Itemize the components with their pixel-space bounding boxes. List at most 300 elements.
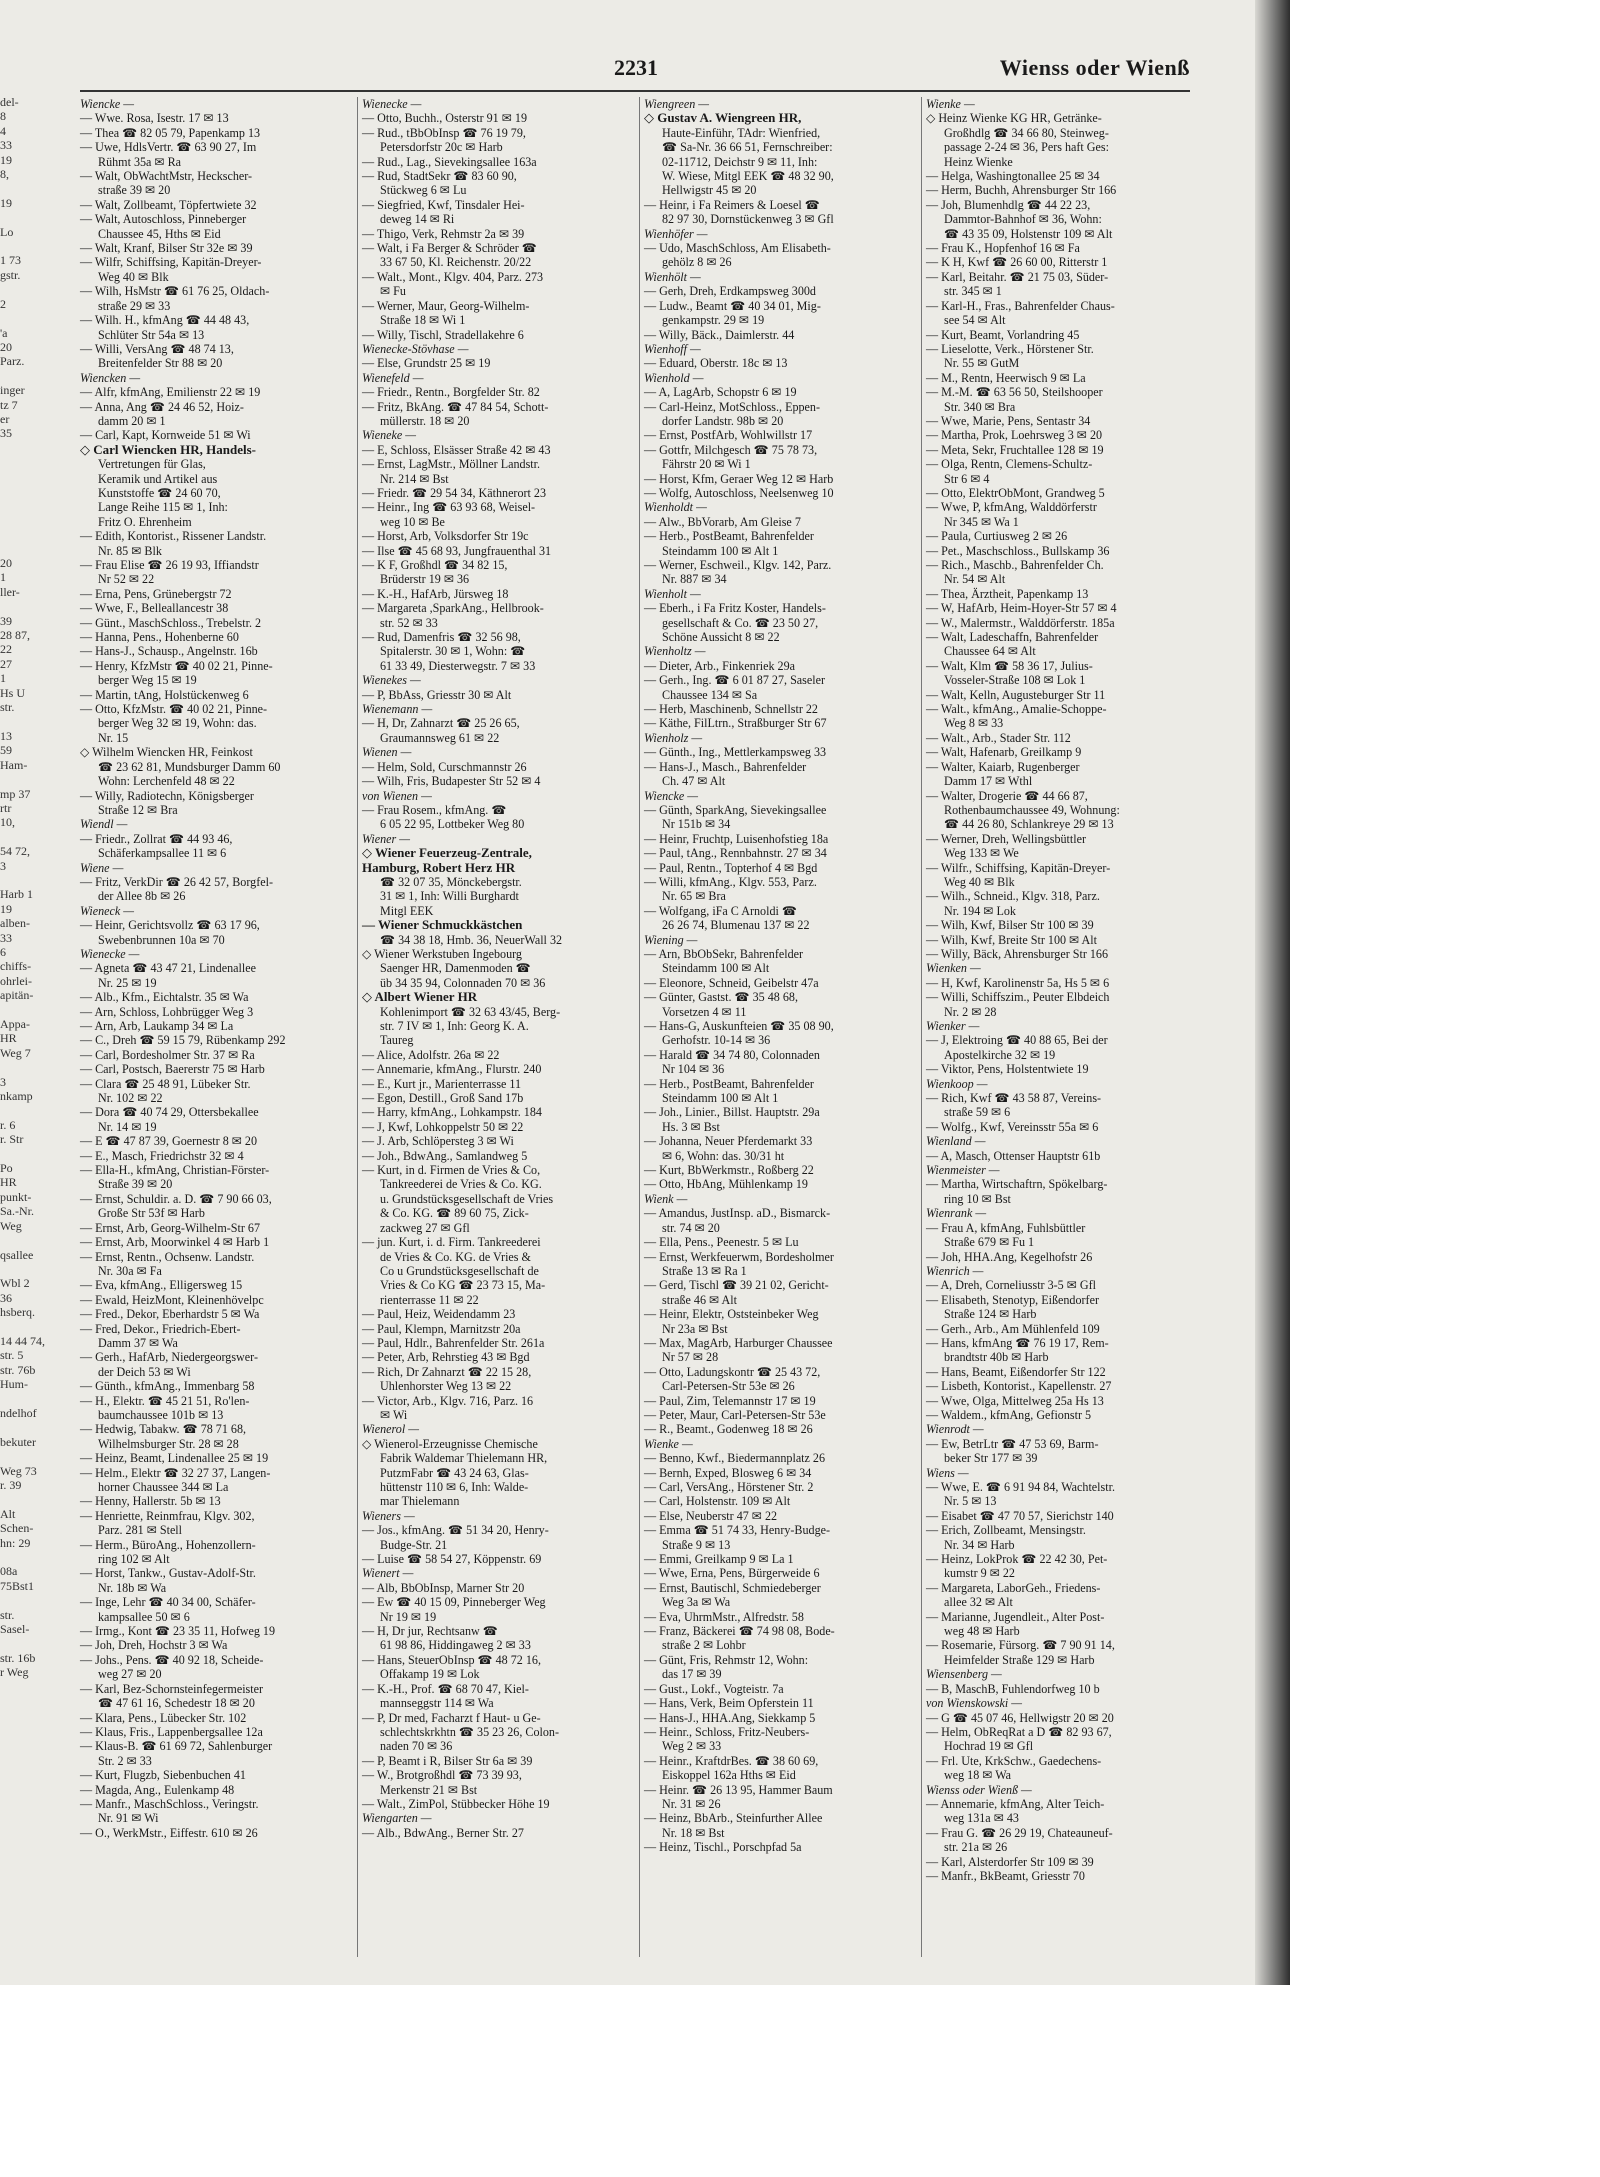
directory-entry: — Luise ☎ 58 54 27, Köppenstr. 69 xyxy=(362,1552,542,1567)
directory-entry: Nr. 18 ✉ Bst xyxy=(662,1825,725,1840)
directory-entry: Nr. 214 ✉ Bst xyxy=(380,471,449,486)
previous-page-fragment xyxy=(0,873,36,887)
directory-entry: — Johs., Pens. ☎ 40 92 18, Scheide- xyxy=(80,1652,264,1667)
directory-entry: Nr. 34 ✉ Harb xyxy=(944,1537,1015,1552)
directory-entry: — Wolfg, Autoschloss, Neelsenweg 10 xyxy=(644,485,834,500)
surname-heading: Wiengreen — xyxy=(644,97,710,111)
directory-entry: — Rosemarie, Fürsorg. ☎ 7 90 91 14, xyxy=(926,1638,1115,1653)
directory-entry: — Carl, Kapt, Kornweide 51 ✉ Wi xyxy=(80,428,251,443)
directory-entry: see 54 ✉ Alt xyxy=(944,313,1006,328)
directory-entry: — Karl-H., Fras., Bahrenfelder Chaus- xyxy=(926,298,1115,313)
directory-entry: — Paul, tAng., Rennbahnstr. 27 ✉ 34 xyxy=(644,846,827,861)
directory-entry: — Hans, kfmAng ☎ 76 19 17, Rem- xyxy=(926,1335,1109,1350)
previous-page-fragment: Hum- xyxy=(0,1377,28,1392)
directory-entry: — Wwe, Marie, Pens, Sentastr 34 xyxy=(926,413,1091,428)
previous-page-fragment: 'a xyxy=(0,325,8,340)
directory-entry: berger Weg 15 ✉ 19 xyxy=(98,673,197,688)
directory-entry: baumchaussee 101b ✉ 13 xyxy=(98,1407,224,1422)
directory-entry: — Annemarie, kfmAng., Flurstr. 240 xyxy=(362,1062,542,1077)
directory-entry: — B, MaschB, Fuhlendorfweg 10 b xyxy=(926,1681,1100,1696)
directory-entry: — Wilh, Kwf, Bilser Str 100 ✉ 39 xyxy=(926,918,1094,933)
directory-entry: ☎ Sa-Nr. 36 66 51, Fernschreiber: xyxy=(662,140,833,155)
directory-entry: — Hans-G, Auskunfteien ☎ 35 08 90, xyxy=(644,1019,834,1033)
surname-heading: von Wienskowski — xyxy=(926,1696,1023,1711)
directory-entry: — P, Dr med, Facharzt f Haut- u Ge- xyxy=(362,1710,541,1725)
directory-entry: — Amandus, JustInsp. aD., Bismarck- xyxy=(644,1206,831,1221)
previous-page-fragment: 54 72, xyxy=(0,844,30,859)
surname-heading: Wienss oder Wienß — xyxy=(926,1782,1032,1797)
previous-page-fragment: str. xyxy=(0,700,15,715)
directory-entry: — Alfr, kfmAng, Emilienstr 22 ✉ 19 xyxy=(80,385,261,400)
directory-entry: — Horst, Arb, Volksdorfer Str 19c xyxy=(362,529,529,544)
directory-entry: — Horst, Kfm, Geraer Weg 12 ✉ Harb xyxy=(644,471,834,486)
directory-entry: — Günth., Ing., Mettlerkampsweg 33 xyxy=(644,745,827,760)
directory-entry: Nr. 887 ✉ 34 xyxy=(662,572,727,587)
surname-heading: Wienke — xyxy=(926,97,975,111)
directory-entry: — Udo, MaschSchloss, Am Elisabeth- xyxy=(644,241,831,256)
directory-entry: — P, BbAss, Griesstr 30 ✉ Alt xyxy=(362,687,512,702)
directory-entry: Fritz O. Ehrenheim xyxy=(98,514,192,529)
page-header xyxy=(40,55,1190,95)
directory-entry: Graumannsweg 61 ✉ 22 xyxy=(380,730,500,745)
previous-page-fragment: str. xyxy=(0,1607,15,1622)
previous-page-fragment: 27 xyxy=(0,656,12,671)
directory-entry: Straße 13 ✉ Ra 1 xyxy=(662,1263,747,1278)
surname-heading: Wienhoff — xyxy=(644,341,701,356)
directory-entry: Ch. 47 ✉ Alt xyxy=(662,774,726,789)
directory-entry: — Heinz, LokProk ☎ 22 42 30, Pet- xyxy=(926,1552,1108,1567)
directory-entry: — Willi, VersAng ☎ 48 74 13, xyxy=(80,341,234,356)
directory-entry: deweg 14 ✉ Ri xyxy=(380,212,455,227)
directory-entry: — Klara, Pens., Lübecker Str. 102 xyxy=(80,1710,247,1725)
directory-entry: — E., Masch, Friedrichstr 32 ✉ 4 xyxy=(80,1148,244,1163)
directory-entry: — Ernst, Arb, Georg-Wilhelm-Str 67 xyxy=(80,1220,261,1235)
directory-entry: Nr 23a ✉ Bst xyxy=(662,1321,728,1336)
directory-entry: Eiskoppel 162a Hths ✉ Eid xyxy=(662,1768,796,1783)
directory-entry: Nr. 15 xyxy=(98,730,129,745)
previous-page-fragment: ller- xyxy=(0,584,20,599)
previous-page-fragment: 75Bst1 xyxy=(0,1578,35,1593)
directory-entry: — Wilh., Schneid., Klgv. 318, Parz. xyxy=(926,889,1100,904)
previous-page-fragment xyxy=(0,1593,36,1607)
previous-page-fragment: 19 xyxy=(0,195,12,210)
directory-entry: Saenger HR, Damenmoden ☎ xyxy=(380,961,531,976)
column-3 xyxy=(644,97,916,1957)
directory-entry: — Victor, Arb., Klgv. 716, Parz. 16 xyxy=(362,1393,534,1408)
directory-entry: hüttenstr 110 ✉ 6, Inh: Walde- xyxy=(380,1480,529,1494)
previous-page-fragment xyxy=(0,210,36,224)
directory-entry: Weg 3a ✉ Wa xyxy=(662,1595,731,1610)
directory-entry: Großhdlg ☎ 34 66 80, Steinweg- xyxy=(944,125,1109,140)
directory-entry: — Gerd, Tischl ☎ 39 21 02, Gericht- xyxy=(644,1278,829,1293)
directory-entry: — Thea, Ärztheit, Papenkamp 13 xyxy=(926,586,1089,601)
directory-entry: Damm 37 ✉ Wa xyxy=(98,1335,178,1350)
directory-entry: gehölz 8 ✉ 26 xyxy=(662,255,732,270)
directory-entry: Straße 9 ✉ 13 xyxy=(662,1537,731,1552)
directory-entry: 31 ✉ 1, Inh: Willi Burghardt xyxy=(380,889,519,904)
directory-entry: schlechtskrkhtn ☎ 35 23 26, Colon- xyxy=(380,1724,559,1739)
previous-page-fragment: Ham- xyxy=(0,757,28,772)
directory-entry: Nr 151b ✉ 34 xyxy=(662,817,731,832)
surname-heading: Wienecke — xyxy=(362,97,422,111)
directory-entry: der Deich 53 ✉ Wi xyxy=(98,1364,191,1379)
directory-entry: — Fred, Dekor., Friedrich-Ebert- xyxy=(80,1321,241,1336)
directory-entry: — Paul, Rentn., Topterhof 4 ✉ Bgd xyxy=(644,860,818,875)
directory-entry: — E ☎ 47 87 39, Goernestr 8 ✉ 20 xyxy=(80,1134,258,1149)
directory-entry: — Walt, Klm ☎ 58 36 17, Julius- xyxy=(926,658,1093,673)
previous-page-fragment: Alt xyxy=(0,1506,16,1521)
directory-entry: — Lieselotte, Verk., Hörstener Str. xyxy=(926,341,1094,356)
directory-entry: — Heinr, i Fa Reimers & Loesel ☎ xyxy=(644,197,820,212)
directory-entry: Heinz Wienke xyxy=(944,154,1013,169)
directory-entry: — Wilfr, Schiffsing, Kapitän-Dreyer- xyxy=(80,255,262,270)
surname-heading: Wienekes — xyxy=(362,673,421,688)
previous-page-fragment: HR xyxy=(0,1175,17,1190)
directory-entry: — Magda, Ang., Eulenkamp 48 xyxy=(80,1782,235,1797)
directory-entry: gesellschaft & Co. ☎ 23 50 27, xyxy=(662,615,819,630)
directory-entry: — Dieter, Arb., Finkenriek 29a xyxy=(644,658,795,673)
directory-entry: — Viktor, Pens, Holstentwiete 19 xyxy=(926,1062,1089,1077)
directory-entry: — Wwe, P, kfmAng, Walddörferstr xyxy=(926,500,1097,515)
directory-entry: — Erich, Zollbeamt, Mensingstr. xyxy=(926,1523,1086,1538)
directory-entry: — Waldem., kfmAng, Gefionstr 5 xyxy=(926,1407,1092,1422)
directory-entry: — Harald ☎ 34 74 80, Colonnaden xyxy=(644,1047,820,1062)
directory-entry: — Egon, Destill., Groß Sand 17b xyxy=(362,1091,524,1106)
directory-entry: — K.-H., HafArb, Jürsweg 18 xyxy=(362,586,509,601)
previous-page-fragment: 28 87, xyxy=(0,628,30,643)
directory-entry: str. 7 IV ✉ 1, Inh: Georg K. A. xyxy=(380,1019,529,1033)
directory-entry: Heimfelder Straße 129 ✉ Harb xyxy=(944,1652,1095,1667)
directory-entry: — Walt, Kranf, Bilser Str 32e ✉ 39 xyxy=(80,241,253,256)
directory-entry: weg 10 ✉ Be xyxy=(380,514,445,529)
surname-heading: Wienholt — xyxy=(644,586,701,601)
surname-heading: Wienholz — xyxy=(644,730,703,745)
directory-entry: — Eberh., i Fa Fritz Koster, Handels- xyxy=(644,601,826,616)
previous-page-fragment: gstr. xyxy=(0,267,21,282)
directory-entry: Nr. 91 ✉ Wi xyxy=(98,1811,159,1826)
surname-heading: Wienkoop — xyxy=(926,1076,988,1091)
previous-page-fragment: hn: 29 xyxy=(0,1535,31,1550)
directory-entry: — Klaus, Fris., Lappenbergsallee 12a xyxy=(80,1724,263,1739)
previous-page-fragment: str. 5 xyxy=(0,1348,24,1363)
directory-entry: — Rich., Maschb., Bahrenfelder Ch. xyxy=(926,558,1104,572)
directory-entry: — Walt, i Fa Berger & Schröder ☎ xyxy=(362,241,537,256)
directory-entry: Petersdorfstr 20c ✉ Harb xyxy=(380,140,503,155)
column-2 xyxy=(362,97,634,1957)
directory-entry: — Willy, Bäck, Ahrensburger Str 166 xyxy=(926,946,1109,961)
directory-entry: — Paul, Hdlr., Bahrenfelder Str. 261a xyxy=(362,1335,545,1350)
directory-entry: — Ernst, Arb, Moorwinkel 4 ✉ Harb 1 xyxy=(80,1235,270,1250)
column-divider xyxy=(921,97,922,1957)
directory-entry: Kohlenimport ☎ 32 63 43/45, Berg- xyxy=(380,1004,561,1019)
directory-entry: ☎ 47 61 16, Schedestr 18 ✉ 20 xyxy=(98,1696,255,1711)
previous-page-fragment: Harb 1 xyxy=(0,887,33,902)
directory-entry: — Gottfr, Milchgesch ☎ 75 78 73, xyxy=(644,442,818,457)
directory-entry: — Kurt, BbWerkmstr., Roßberg 22 xyxy=(644,1163,814,1178)
directory-entry: — Anna, Ang ☎ 24 46 52, Hoiz- xyxy=(80,399,244,414)
directory-entry: — Ella, Pens., Peenestr. 5 ✉ Lu xyxy=(644,1235,799,1250)
running-head: Wienss oder Wienß xyxy=(999,55,1190,80)
directory-entry: — Heinr, Fruchtp, Luisenhofstieg 18a xyxy=(644,831,829,846)
directory-entry: Gerhofstr. 10-14 ✉ 36 xyxy=(662,1033,771,1048)
directory-entry: — Herm., BüroAng., Hohenzollern- xyxy=(80,1537,256,1552)
directory-entry: Chaussee 45, Hths ✉ Eid xyxy=(98,226,221,241)
directory-entry: — Walt, Autoschloss, Pinneberger xyxy=(80,212,247,227)
directory-entry: ◇ Heinz Wienke KG HR, Getränke- xyxy=(926,111,1102,126)
directory-entry: — Eleonore, Schneid, Geibelstr 47a xyxy=(644,975,819,990)
directory-entry: ☎ 44 26 80, Schlankreye 29 ✉ 13 xyxy=(944,817,1114,832)
directory-entry: — Alb., Kfm., Eichtalstr. 35 ✉ Wa xyxy=(80,990,249,1005)
directory-entry: müllerstr. 18 ✉ 20 xyxy=(380,413,470,428)
previous-page-fragment: inger xyxy=(0,383,25,398)
previous-page-fragment xyxy=(0,181,36,195)
book-spine-edge xyxy=(1255,0,1290,1985)
directory-entry: — Wilh, HsMstr ☎ 61 76 25, Oldach- xyxy=(80,284,270,299)
directory-entry: Carl-Petersen-Str 53e ✉ 26 xyxy=(662,1379,795,1394)
directory-entry: — Otto, ElektrObMont, Grandweg 5 xyxy=(926,485,1105,500)
directory-entry: — Hans-J., Masch., Bahrenfelder xyxy=(644,759,807,774)
previous-page-fragment: Lo xyxy=(0,224,14,239)
directory-entry: — Gust., Lokf., Vogteistr. 7a xyxy=(644,1681,784,1696)
directory-entry: — Eisabet ☎ 47 70 57, Sierichstr 140 xyxy=(926,1508,1114,1523)
directory-entry: — Rich, Dr Zahnarzt ☎ 22 15 28, xyxy=(362,1364,532,1379)
previous-page-fragment: apitän- xyxy=(0,988,34,1003)
previous-page-fragment: hsberq. xyxy=(0,1305,35,1320)
directory-entry: — Arn, Schloss, Lohbrügger Weg 3 xyxy=(80,1004,254,1019)
previous-page-fragment: Wbl 2 xyxy=(0,1276,30,1291)
directory-entry: — Dora ☎ 40 74 29, Ottersbekallee xyxy=(80,1105,259,1120)
directory-entry: — Karl, Alsterdorfer Str 109 ✉ 39 xyxy=(926,1854,1094,1869)
directory-entry: Steindamm 100 ✉ Alt xyxy=(662,961,770,976)
directory-entry: — Günth., kfmAng., Immenbarg 58 xyxy=(80,1379,255,1394)
previous-page-fragment xyxy=(0,1003,36,1017)
directory-entry: ☎ 23 62 81, Mundsburger Damm 60 xyxy=(98,759,281,774)
previous-page-fragment: bekuter xyxy=(0,1434,36,1449)
directory-entry: — Hans-J., HHA.Ang, Siekkamp 5 xyxy=(644,1710,816,1725)
previous-page-fragment: 14 44 74, xyxy=(0,1333,45,1348)
previous-page-fragment xyxy=(0,1320,36,1334)
directory-entry: — Inge, Lehr ☎ 40 34 00, Schäfer- xyxy=(80,1595,256,1610)
directory-entry: Keramik und Artikel aus xyxy=(98,471,218,486)
directory-entry: str. 74 ✉ 20 xyxy=(662,1220,720,1235)
directory-entry: — Friedr., Zollrat ☎ 44 93 46, xyxy=(80,831,233,846)
directory-entry: — Wilh. H., kfmAng ☎ 44 48 43, xyxy=(80,313,250,328)
directory-entry: str. 21a ✉ 26 xyxy=(944,1840,1008,1855)
directory-entry: — Herb, Maschinenb, Schnellstr 22 xyxy=(644,702,818,717)
directory-entry: — Meta, Sekr, Fruchtallee 128 ✉ 19 xyxy=(926,442,1104,457)
directory-entry: — Heinz, BbArb., Steinfurther Allee xyxy=(644,1811,823,1826)
previous-page-fragment xyxy=(0,1103,36,1117)
directory-entry: Vosseler-Straße 108 ✉ Lok 1 xyxy=(944,673,1086,688)
directory-entry: — Herm, Buchh, Ahrensburger Str 166 xyxy=(926,183,1117,198)
directory-entry: — Carl, Holstenstr. 109 ✉ Alt xyxy=(644,1494,791,1509)
directory-entry: — W, HafArb, Heim-Hoyer-Str 57 ✉ 4 xyxy=(926,601,1117,616)
previous-page-fragment xyxy=(0,1392,36,1406)
directory-entry: Haute-Einführ, TAdr: Wienfried, xyxy=(662,125,821,140)
directory-entry: ring 10 ✉ Bst xyxy=(944,1191,1011,1206)
directory-entry: 61 98 86, Hiddingaweg 2 ✉ 33 xyxy=(380,1638,531,1653)
directory-entry: ◇ Albert Wiener HR xyxy=(362,989,478,1005)
directory-entry: — Bernh, Exped, Blosweg 6 ✉ 34 xyxy=(644,1465,812,1480)
column-divider xyxy=(357,97,358,1957)
directory-entry: — Paul, Klempn, Marnitzstr 20a xyxy=(362,1321,521,1336)
directory-entry: — A, Masch, Ottenser Hauptstr 61b xyxy=(926,1148,1101,1163)
directory-entry: Steindamm 100 ✉ Alt 1 xyxy=(662,1091,779,1106)
directory-entry: 33 67 50, Kl. Reichenstr. 20/22 xyxy=(380,255,532,270)
previous-page-fragment: r. 39 xyxy=(0,1478,22,1492)
directory-entry: allee 32 ✉ Alt xyxy=(944,1595,1013,1610)
directory-entry: — Otto, KfzMstr. ☎ 40 02 21, Pinne- xyxy=(80,702,268,717)
directory-entry: — Wiener Schmuckkästchen xyxy=(362,917,523,933)
directory-entry: Weg 40 ✉ Blk xyxy=(944,874,1015,889)
directory-entry: Stückweg 6 ✉ Lu xyxy=(380,183,467,198)
directory-entry: Mitgl EEK xyxy=(380,903,434,918)
surname-heading: Wieners — xyxy=(362,1508,415,1523)
directory-entry: — Ernst, Rentn., Ochsenw. Landstr. xyxy=(80,1249,255,1264)
directory-entry: — Rud., tBbObInsp ☎ 76 19 79, xyxy=(362,125,526,140)
directory-entry: — Wilfr., Schiffsing, Kapitän-Dreyer- xyxy=(926,860,1111,875)
directory-entry: — M., Rentn, Heerwisch 9 ✉ La xyxy=(926,370,1086,385)
directory-entry: üb 34 35 94, Colonnaden 70 ✉ 36 xyxy=(380,975,546,990)
header-rule xyxy=(80,90,1190,92)
directory-entry: str. 345 ✉ 1 xyxy=(944,284,1002,299)
previous-page-fragment: 2 xyxy=(0,296,6,311)
directory-entry: Nr 345 ✉ Wa 1 xyxy=(944,514,1019,529)
directory-entry: ☎ 43 35 09, Holstenstr 109 ✉ Alt xyxy=(944,226,1113,241)
directory-entry: — Johanna, Neuer Pferdemarkt 33 xyxy=(644,1134,813,1149)
directory-entry: — Willi, kfmAng., Klgv. 553, Parz. xyxy=(644,874,817,889)
surname-heading: Wienrodt — xyxy=(926,1422,984,1437)
directory-entry: — Günt., MaschSchloss., Trebelstr. 2 xyxy=(80,615,262,630)
directory-entry: Straße 18 ✉ Wi 1 xyxy=(380,313,466,328)
directory-entry: 02-11712, Deichstr 9 ✉ 11, Inh: xyxy=(662,154,818,169)
directory-entry: — Henriette, Reinmfrau, Klgv. 302, xyxy=(80,1508,255,1523)
directory-entry: Rühmt 35a ✉ Ra xyxy=(98,154,182,169)
previous-page-fragment: 6 xyxy=(0,944,6,959)
directory-entry: Nr. 102 ✉ 22 xyxy=(98,1091,163,1106)
previous-page-fragment xyxy=(0,455,36,469)
directory-entry: Straße 124 ✉ Harb xyxy=(944,1307,1037,1322)
directory-entry: — Else, Grundstr 25 ✉ 19 xyxy=(362,356,491,371)
previous-page-fragment: 08a xyxy=(0,1564,18,1579)
directory-entry: — Manfr., MaschSchloss., Veringstr. xyxy=(80,1796,259,1811)
directory-entry: — Carl-Heinz, MotSchloss., Eppen- xyxy=(644,399,821,414)
column-4 xyxy=(926,97,1190,1957)
directory-entry: — Benno, Kwf., Biedermannplatz 26 xyxy=(644,1451,826,1466)
previous-page-fragment: 22 xyxy=(0,642,12,657)
directory-entry: — K F, Großhdl ☎ 34 82 15, xyxy=(362,558,508,572)
directory-entry: — Günter, Gastst. ☎ 35 48 68, xyxy=(644,990,798,1005)
directory-entry: Hochrad 19 ✉ Gfl xyxy=(944,1739,1034,1754)
directory-entry: straße 46 ✉ Alt xyxy=(662,1292,737,1307)
previous-page-fragment: Po xyxy=(0,1161,13,1176)
directory-entry: — Gerh, Dreh, Erdkampsweg 300d xyxy=(644,284,816,299)
directory-entry: — Fritz, BkAng. ☎ 47 84 54, Schott- xyxy=(362,399,549,414)
directory-entry: weg 48 ✉ Harb xyxy=(944,1624,1020,1639)
surname-heading: Wienert — xyxy=(362,1566,414,1581)
directory-entry: — Walt., Arb., Stader Str. 112 xyxy=(926,730,1071,745)
directory-entry: — Eva, UhrmMstr., Alfredstr. 58 xyxy=(644,1609,804,1624)
directory-entry: — Lisbeth, Kontorist., Kapellenstr. 27 xyxy=(926,1379,1112,1394)
directory-entry: PutzmFabr ☎ 43 24 63, Glas- xyxy=(380,1465,529,1480)
previous-page-fragment xyxy=(0,1060,36,1074)
directory-entry: genkampstr. 29 ✉ 19 xyxy=(662,313,765,328)
directory-entry: — Henry, KfzMstr ☎ 40 02 21, Pinne- xyxy=(80,658,273,673)
directory-entry: — Arn, Arb, Laukamp 34 ✉ La xyxy=(80,1019,234,1033)
directory-entry: — Carl, VersAng., Hörstener Str. 2 xyxy=(644,1480,814,1494)
directory-entry: — Paula, Curtiusweg 2 ✉ 26 xyxy=(926,529,1068,544)
previous-page-fragment: chiffs- xyxy=(0,959,32,974)
directory-entry: — Kurt, Flugzb, Siebenbuchen 41 xyxy=(80,1768,246,1783)
directory-entry: — Ella-H., kfmAng, Christian-Förster- xyxy=(80,1163,270,1178)
directory-entry: — jun. Kurt, i. d. Firm. Tankreederei xyxy=(362,1235,541,1250)
directory-entry: — Wwe, Erna, Pens, Bürgerweide 6 xyxy=(644,1566,820,1581)
directory-entry: Nr. 85 ✉ Blk xyxy=(98,543,162,558)
directory-entry: rienterrasse 11 ✉ 22 xyxy=(380,1292,479,1307)
directory-entry: — Helm, ObReqRat a D ☎ 82 93 67, xyxy=(926,1724,1112,1739)
directory-entry: Co u Grundstücksgesellschaft de xyxy=(380,1263,539,1278)
directory-entry: — Willy, Bäck., Daimlerstr. 44 xyxy=(644,327,795,342)
directory-entry: — Margareta, LaborGeh., Friedens- xyxy=(926,1580,1101,1595)
surname-heading: Wiener — xyxy=(362,831,411,846)
directory-entry: — P, Beamt i R, Bilser Str 6a ✉ 39 xyxy=(362,1753,533,1768)
directory-entry: — Rich, Kwf ☎ 43 58 87, Vereins- xyxy=(926,1091,1102,1106)
directory-entry: — Ludw., Beamt ☎ 40 34 01, Mig- xyxy=(644,298,821,313)
directory-entry: — Werner, Dreh, Wellingsbüttler xyxy=(926,831,1087,846)
directory-entry: — Clara ☎ 25 48 91, Lübeker Str. xyxy=(80,1076,251,1091)
directory-entry: — Frau Rosem., kfmAng. ☎ xyxy=(362,802,507,817)
previous-page-fragment xyxy=(0,1147,36,1161)
directory-entry: — Heinr., Ing ☎ 63 93 68, Weisel- xyxy=(362,500,536,515)
directory-entry: Nr. 25 ✉ 19 xyxy=(98,975,157,990)
previous-page-fragment xyxy=(0,441,36,455)
directory-entry: — Wwe, F., Belleallancestr 38 xyxy=(80,601,229,616)
directory-entry: Fabrik Waldemar Thielemann HR, xyxy=(380,1451,548,1466)
directory-entry: Str. 2 ✉ 33 xyxy=(98,1753,152,1768)
directory-entry: — Else, Neuberstr 47 ✉ 22 xyxy=(644,1508,778,1523)
directory-entry: — Eduard, Oberstr. 18c ✉ 13 xyxy=(644,356,788,371)
directory-entry: — Alb, BbObInsp, Marner Str 20 xyxy=(362,1580,525,1595)
directory-entry: — Jos., kfmAng. ☎ 51 34 20, Henry- xyxy=(362,1523,549,1538)
directory-entry: ☎ 32 07 35, Mönckebergstr. xyxy=(380,874,522,889)
directory-entry: zackweg 27 ✉ Gfl xyxy=(380,1220,470,1235)
directory-entry: Spitalerstr. 30 ✉ 1, Wohn: ☎ xyxy=(380,644,526,659)
directory-entry: horner Chaussee 344 ✉ La xyxy=(98,1480,229,1494)
previous-page-fragment xyxy=(0,311,36,325)
directory-entry: Nr. 30a ✉ Fa xyxy=(98,1263,162,1278)
directory-entry: — Walt, Ladeschaffn, Bahrenfelder xyxy=(926,630,1099,645)
directory-entry: — Peter, Maur, Carl-Petersen-Str 53e xyxy=(644,1407,826,1422)
directory-entry: Lange Reihe 115 ✉ 1, Inh: xyxy=(98,500,228,515)
directory-entry: — Rud., Lag., Sievekingsallee 163a xyxy=(362,154,537,169)
previous-page-fragment: Hs U xyxy=(0,685,26,700)
directory-entry: ◇ Wiener Werkstuben Ingebourg xyxy=(362,946,522,961)
previous-page-fragment: r Weg xyxy=(0,1665,29,1680)
previous-page-fragment xyxy=(0,498,36,512)
directory-entry: — H, Kwf, Karolinenstr 5a, Hs 5 ✉ 6 xyxy=(926,975,1110,990)
previous-page-fragment: nkamp xyxy=(0,1089,33,1104)
previous-page-fragment: qsallee xyxy=(0,1247,34,1262)
surname-heading: Wienker — xyxy=(926,1019,980,1033)
directory-entry: — Willy, Radiotechn, Königsberger xyxy=(80,788,254,803)
previous-page-fragment: 36 xyxy=(0,1290,12,1305)
previous-page-fragment: str. 16b xyxy=(0,1650,36,1665)
directory-entry: — H, Dr, Zahnarzt ☎ 25 26 65, xyxy=(362,716,520,731)
directory-entry: — Martha, Wirtschaftrn, Spökelbarg- xyxy=(926,1177,1108,1192)
directory-entry: ✉ Wi xyxy=(380,1407,408,1422)
surname-heading: Wienrich — xyxy=(926,1263,984,1278)
directory-entry: — A, Dreh, Corneliusstr 3-5 ✉ Gfl xyxy=(926,1278,1097,1293)
